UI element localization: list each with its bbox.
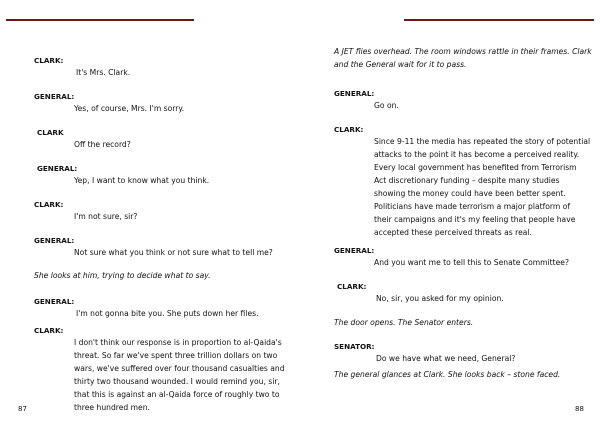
dialogue-line: attacks to the point it has become a perceived reality. bbox=[374, 150, 580, 159]
speaker-line: CLARK bbox=[37, 128, 64, 137]
action-line: A JET flies overhead. The room windows rattle in their frames. Clark bbox=[334, 47, 592, 56]
dialogue-line: It's Mrs. Clark. bbox=[76, 68, 131, 77]
dialogue-line: their campaigns and it's my feeling that people have bbox=[374, 215, 576, 224]
dialogue-line: Not sure what you think or not sure what to tell me? bbox=[74, 248, 273, 257]
dialogue-line: And you want me to tell this to Senate Committee? bbox=[374, 258, 569, 267]
speaker-line: GENERAL: bbox=[334, 89, 375, 98]
action-line: The door opens. The Senator enters. bbox=[334, 318, 474, 327]
dialogue-line: Off the record? bbox=[74, 140, 131, 149]
dialogue-line: I don't think our response is in proportion to al-Qaida's bbox=[74, 338, 282, 347]
speaker-line: GENERAL: bbox=[34, 92, 75, 101]
dialogue-line: Act discretionary funding – despite many studies bbox=[374, 176, 560, 185]
dialogue-line: Every local government has benefited from Terrorism bbox=[374, 163, 577, 172]
speaker-line: CLARK: bbox=[337, 282, 367, 291]
speaker-line: GENERAL: bbox=[34, 297, 75, 306]
left-header-rule bbox=[6, 19, 194, 21]
dialogue-line: three hundred men. bbox=[74, 403, 150, 412]
dialogue-line: Politicians have made terrorism a major platform of bbox=[374, 202, 571, 211]
speaker-line: CLARK: bbox=[34, 56, 64, 65]
dialogue-line: Yep, I want to know what you think. bbox=[74, 176, 210, 185]
dialogue-line: No, sir, you asked for my opinion. bbox=[376, 294, 504, 303]
speaker-line: GENERAL: bbox=[334, 246, 375, 255]
action-line: and the General wait for it to pass. bbox=[334, 60, 467, 69]
page-number: 88 bbox=[575, 405, 584, 413]
page-number: 87 bbox=[18, 405, 27, 413]
action-line: The general glances at Clark. She looks back – stone faced. bbox=[334, 370, 561, 379]
speaker-line: CLARK: bbox=[334, 125, 364, 134]
speaker-line: GENERAL: bbox=[34, 236, 75, 245]
action-line: She looks at him, trying to decide what to say. bbox=[34, 271, 211, 280]
speaker-line: CLARK: bbox=[34, 326, 64, 335]
dialogue-line: accepted these perceived threats as real. bbox=[374, 228, 532, 237]
dialogue-line: that this is against an al-Qaida force of roughly two to bbox=[74, 390, 280, 399]
speaker-line: CLARK: bbox=[34, 200, 64, 209]
dialogue-line: thirty two thousand wounded. I would remind you, sir, bbox=[74, 377, 280, 386]
dialogue-line: I'm not sure, sir? bbox=[74, 212, 138, 221]
right-header-rule bbox=[404, 19, 594, 21]
dialogue-line: threat. So far we've spent three trillion dollars on two bbox=[74, 351, 278, 360]
dialogue-line: Yes, of course, Mrs. I'm sorry. bbox=[74, 104, 185, 113]
dialogue-line: Go on. bbox=[374, 101, 399, 110]
dialogue-line: Do we have what we need, General? bbox=[376, 354, 516, 363]
dialogue-line: Since 9-11 the media has repeated the story of potential bbox=[374, 137, 591, 146]
speaker-line: SENATOR: bbox=[334, 342, 375, 351]
dialogue-line: I'm not gonna bite you. She puts down her files. bbox=[76, 309, 259, 318]
speaker-line: GENERAL: bbox=[37, 164, 78, 173]
dialogue-line: showing the money could have been better spent. bbox=[374, 189, 566, 198]
dialogue-line: wars, we've suffered over four thousand casualties and bbox=[74, 364, 285, 373]
